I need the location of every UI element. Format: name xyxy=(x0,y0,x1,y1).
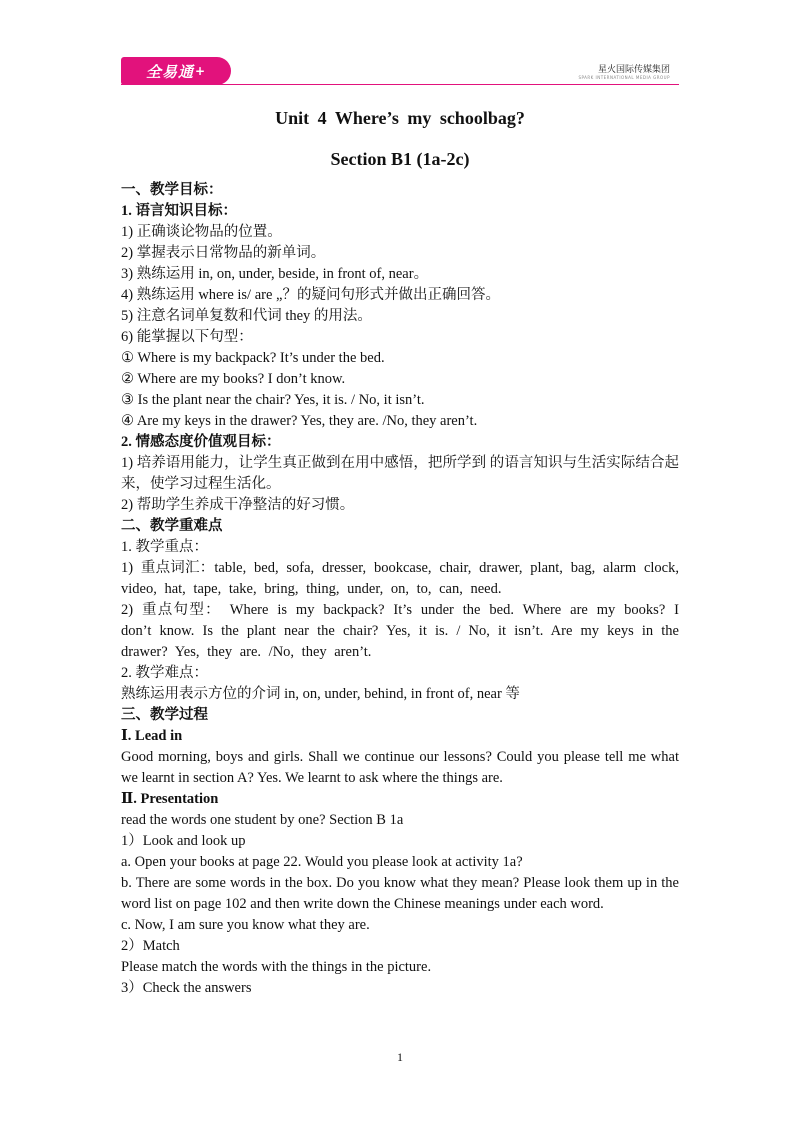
brand-logo xyxy=(121,57,231,85)
list-item: 2) 帮助学生养成干净整洁的好习惯。 xyxy=(121,497,355,513)
step-heading-presentation: Ⅱ. Presentation xyxy=(121,791,219,807)
section-heading-objectives: 一、教学目标： xyxy=(121,182,223,198)
page-number: 1 xyxy=(397,1050,403,1064)
list-item: 4) 熟练运用 where is/ are „？的疑问句形式并做出正确回答。 xyxy=(121,287,500,303)
paragraph: 2) 重点句型： Where is my backpack? It’s under the bed. Where are my books? I don’t know. Is the plant near the chair? Yes, it is. / No, it isn’t. Are my keys in the drawer? Yes, they are. /No, they aren’t. xyxy=(121,602,679,660)
subheading-attitude-goals: 2. 情感态度价值观目标： xyxy=(121,434,281,450)
publisher-name: 星火国际传媒集团 xyxy=(597,65,670,75)
section-heading-process: 三、教学过程 xyxy=(121,707,208,723)
paragraph: b. There are some words in the box. Do you know what they mean? Please look them up in the word list on page 102 and then write down the Chinese meanings under each word. xyxy=(121,875,679,912)
publisher-mark xyxy=(578,62,670,80)
logo-text: 全易通 xyxy=(145,62,194,81)
paragraph: 1) 重点词汇：table, bed, sofa, dresser, bookcase, chair, drawer, plant, bag, alarm clock, video, hat, tape, take, bring, thing, under, on, to, can, need. xyxy=(121,560,679,597)
list-item: 3) 熟练运用 in, on, under, beside, in front of, near。 xyxy=(121,266,429,282)
paragraph: 1) 培养语用能力，让学生真正做到在用中感悟，把所学到 的语言知识与生活实际结合起来，使学习过程生活化。 xyxy=(121,455,679,492)
header-divider xyxy=(121,84,679,85)
subheading-difficulties: 2. 教学难点： xyxy=(121,665,208,681)
paragraph: Please match the words with the things in the picture. xyxy=(121,959,432,975)
step-heading-lead-in: Ⅰ. Lead in xyxy=(121,728,183,744)
subheading-key-points: 1. 教学重点： xyxy=(121,539,208,555)
sentence-pattern: ③ Is the plant near the chair? Yes, it is. / No, it isn’t. xyxy=(121,392,425,408)
sentence-pattern: ① Where is my backpack? It’s under the bed. xyxy=(121,350,385,366)
list-item: a. Open your books at page 22. Would you please look at activity 1a? xyxy=(121,854,523,870)
sentence-pattern: ② Where are my books? I don’t know. xyxy=(121,371,346,387)
list-item: c. Now, I am sure you know what they are. xyxy=(121,917,370,933)
section-heading-key-points: 二、教学重难点 xyxy=(121,518,223,534)
list-item: 5) 注意名词单复数和代词 they 的用法。 xyxy=(121,308,372,324)
sentence-pattern: ④ Are my keys in the drawer? Yes, they are. /No, they aren’t. xyxy=(121,413,478,429)
page-subtitle: Section B1 (1a-2c) xyxy=(330,149,470,169)
list-item: 2) 掌握表示日常物品的新单词。 xyxy=(121,245,326,261)
logo-plus: + xyxy=(194,64,207,78)
list-item: 1）Look and look up xyxy=(121,833,246,849)
page-title: Unit 4 Where’s my schoolbag? xyxy=(275,108,525,128)
list-item: 3）Check the answers xyxy=(121,980,252,996)
list-item: 1) 正确谈论物品的位置。 xyxy=(121,224,282,240)
list-item: 2）Match xyxy=(121,938,180,954)
paragraph: read the words one student by one? Section B 1a xyxy=(121,812,404,828)
document-body xyxy=(121,180,679,999)
list-item: 6) 能掌握以下句型： xyxy=(121,329,253,345)
paragraph: Good morning, boys and girls. Shall we continue our lessons? Could you please tell me what we learnt in section A? Yes. We learnt to ask where the things are. xyxy=(121,749,679,786)
subheading-language-goals: 1. 语言知识目标： xyxy=(121,203,237,219)
publisher-name-en: SPARK INTERNATIONAL MEDIA GROUP xyxy=(578,75,670,80)
paragraph: 熟练运用表示方位的介词 in, on, under, behind, in front of, near 等 xyxy=(121,686,520,702)
